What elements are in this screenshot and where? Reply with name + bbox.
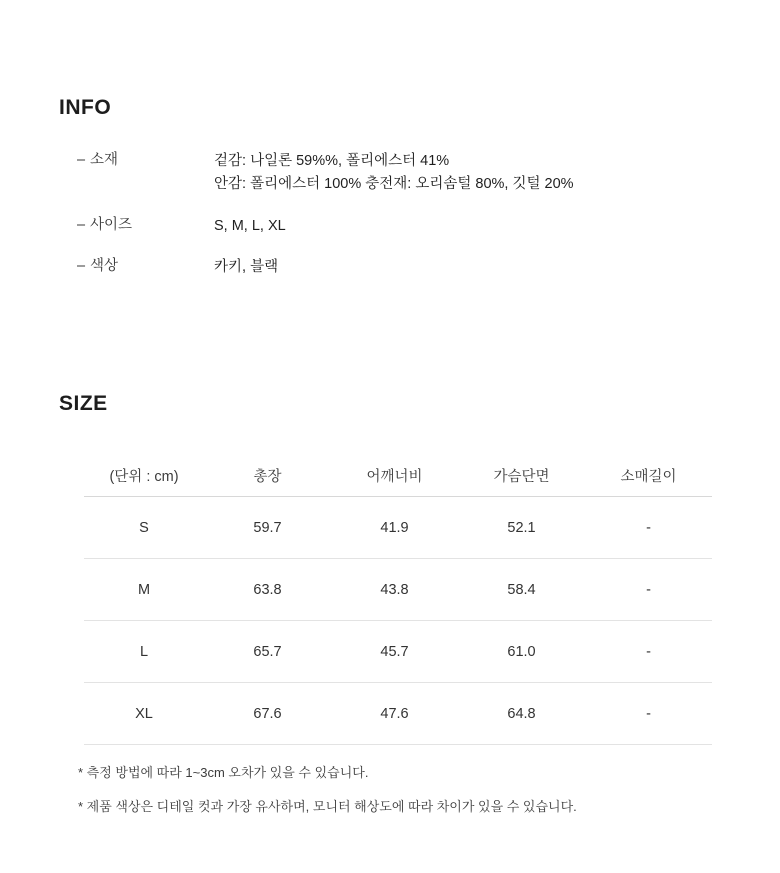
size-table-header-row — [84, 454, 712, 497]
info-row-material — [59, 150, 721, 197]
table-row — [84, 621, 712, 683]
size-cell-shoulder: 41.9 — [380, 519, 409, 536]
info-label-sizes-text: 사이즈 — [90, 216, 133, 233]
size-table-header-chest: 가슴단면 — [493, 468, 550, 485]
info-value-sizes-line-1: S, M, L, XL — [214, 217, 286, 234]
info-label-colors — [59, 256, 214, 278]
info-row-sizes — [59, 215, 721, 238]
size-table-body — [84, 497, 712, 745]
table-row — [84, 497, 712, 559]
size-note-1: * 측정 방법에 따라 1~3cm 오차가 있을 수 있습니다. — [78, 765, 369, 780]
size-table-header-sleeve: 소매길이 — [620, 468, 677, 485]
size-table-header-unit: (단위 : cm) — [109, 468, 179, 485]
info-row-colors — [59, 256, 721, 279]
size-cell-sleeve: - — [646, 643, 651, 660]
size-cell-total-length: 65.7 — [253, 643, 282, 660]
size-table-header-shoulder: 어깨너비 — [366, 468, 423, 485]
size-section-title: SIZE — [59, 392, 108, 415]
info-section — [59, 96, 721, 280]
size-notes — [78, 763, 718, 817]
info-value-material-line-2: 안감: 폴리에스터 100% 충전재: 오리솜털 80%, 깃털 20% — [214, 176, 574, 193]
size-cell-shoulder: 43.8 — [380, 581, 409, 598]
info-value-material — [214, 150, 574, 197]
info-label-sizes — [59, 215, 214, 237]
info-rows — [59, 150, 721, 280]
bullet-dash-icon: – — [77, 216, 86, 233]
size-row-label: S — [139, 519, 149, 536]
info-value-colors — [214, 256, 278, 279]
size-table — [84, 454, 712, 745]
info-section-title: INFO — [59, 96, 112, 119]
size-cell-sleeve: - — [646, 705, 651, 722]
size-row-label: M — [137, 581, 151, 598]
table-row — [84, 683, 712, 745]
info-label-material-text: 소재 — [90, 152, 119, 168]
size-section — [59, 392, 721, 745]
info-label-material — [59, 150, 214, 172]
size-cell-shoulder: 47.6 — [380, 705, 409, 722]
size-row-label: XL — [135, 705, 153, 722]
size-cell-sleeve: - — [646, 519, 651, 536]
info-value-sizes — [214, 215, 286, 238]
size-table-head — [84, 454, 712, 497]
size-note-2: * 제품 색상은 디테일 컷과 가장 유사하며, 모니터 해상도에 따라 차이가 있을 수 있습니다. — [78, 799, 577, 815]
bullet-dash-icon: – — [77, 152, 86, 168]
size-cell-shoulder: 45.7 — [380, 643, 409, 660]
size-cell-sleeve: - — [646, 581, 651, 598]
info-value-material-line-1: 겉감: 나일론 59%%, 폴리에스터 41% — [214, 153, 450, 169]
size-cell-total-length: 67.6 — [253, 705, 282, 722]
size-cell-chest: 58.4 — [507, 581, 536, 598]
size-cell-chest: 52.1 — [507, 519, 536, 536]
size-row-label: L — [139, 643, 149, 660]
size-cell-chest: 64.8 — [507, 705, 536, 722]
size-table-header-total-length: 총장 — [253, 468, 282, 485]
size-cell-total-length: 59.7 — [253, 519, 282, 536]
table-row — [84, 559, 712, 621]
bullet-dash-icon: – — [77, 258, 86, 275]
size-cell-chest: 61.0 — [507, 643, 536, 660]
size-cell-total-length: 63.8 — [253, 581, 282, 598]
info-value-colors-line-1: 카키, 블랙 — [214, 259, 279, 276]
info-label-colors-text: 색상 — [90, 258, 119, 275]
